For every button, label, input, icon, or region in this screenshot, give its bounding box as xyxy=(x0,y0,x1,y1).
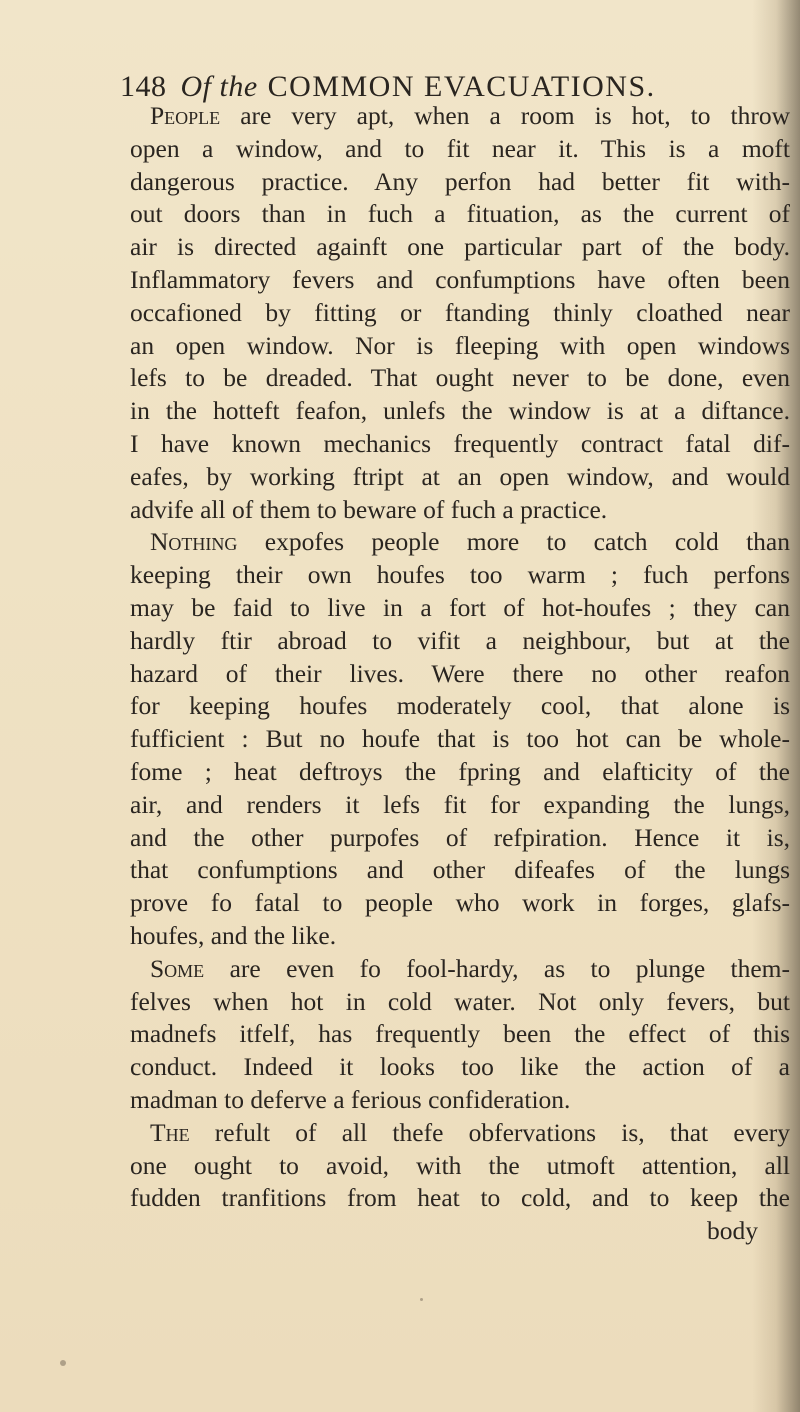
text-line: out doors than in fuch a fituation, as the current of xyxy=(130,199,790,229)
paragraph-lead: Nothing xyxy=(150,527,238,557)
catchword: body xyxy=(707,1216,758,1246)
text-line: open a window, and to fit near it. This is a moft xyxy=(130,133,790,163)
text-line: People are very apt, when a room is hot, to throw xyxy=(150,101,790,130)
text-line: dangerous practice. Any perfon had better fit with- xyxy=(130,166,790,196)
page-number: 148 xyxy=(120,70,167,103)
paper-speck xyxy=(60,1360,66,1366)
header-title: COMMON EVACUATIONS. xyxy=(267,70,656,103)
text-line: prove fo fatal to people who work in forges, glafs- xyxy=(130,888,790,918)
text-line: one ought to avoid, with the utmoft attention, all xyxy=(130,1150,790,1180)
text-line: that confumptions and other difeafes of the lungs xyxy=(130,855,790,885)
text-line: and the other purpofes of refpiration. Hence it is, xyxy=(130,822,790,852)
text-line: Some are even fo fool-hardy, as to plunge them- xyxy=(150,953,790,983)
text-line: an open window. Nor is fleeping with open windows xyxy=(130,330,790,360)
text-line: hazard of their lives. Were there no other reafon xyxy=(130,658,790,688)
text-line: in the hotteft feafon, unlefs the window is at a diftance. xyxy=(130,396,790,426)
text-line: may be faid to live in a fort of hot-houfes ; they can xyxy=(130,592,790,622)
text-line: hardly ftir abroad to vifit a neighbour, but at the xyxy=(130,625,790,655)
text-line: occafioned by fitting or ftanding thinly cloathed near xyxy=(130,297,790,327)
text-line: air is directed againft one particular part of the body. xyxy=(130,232,790,262)
paper-speck xyxy=(420,1298,423,1301)
text-line: keeping their own houfes too warm ; fuch perfons xyxy=(130,560,790,590)
text-line: fufficient : But no houfe that is too hot can be whole- xyxy=(130,724,790,754)
text-line: felves when hot in cold water. Not only fevers, but xyxy=(130,986,790,1016)
body-text xyxy=(130,100,790,1248)
text-line: fome ; heat deftroys the fpring and elafticity of the xyxy=(130,756,790,786)
text-line: The refult of all thefe obfervations is, that every xyxy=(150,1117,790,1147)
text-line: I have known mechanics frequently contract fatal dif- xyxy=(130,428,790,458)
text-line: conduct. Indeed it looks too like the action of a xyxy=(130,1052,790,1082)
paragraph-lead: Some xyxy=(150,953,205,983)
paragraph-lead: People xyxy=(150,101,221,130)
paragraph-lead: The xyxy=(150,1117,190,1147)
text-line: Nothing expofes people more to catch cold than xyxy=(150,527,790,557)
text-line: houfes, and the like. xyxy=(130,920,337,950)
text-line: Inflammatory fevers and confumptions have often been xyxy=(130,264,790,294)
text-line: lefs to be dreaded. That ought never to be done, even xyxy=(130,363,790,393)
text-line: madnefs itfelf, has frequently been the effect of this xyxy=(130,1019,790,1049)
text-line: fudden tranfitions from heat to cold, and to keep the xyxy=(130,1183,790,1213)
header-of-the: Of the xyxy=(180,70,258,103)
text-line: air, and renders it lefs fit for expanding the lungs, xyxy=(130,789,790,819)
text-line: eafes, by working ftript at an open window, and would xyxy=(130,461,790,491)
text-line: madman to deferve a ferious confideration. xyxy=(130,1084,571,1114)
text-line: advife all of them to beware of fuch a practice. xyxy=(130,494,608,524)
text-line: for keeping houfes moderately cool, that alone is xyxy=(130,691,790,721)
